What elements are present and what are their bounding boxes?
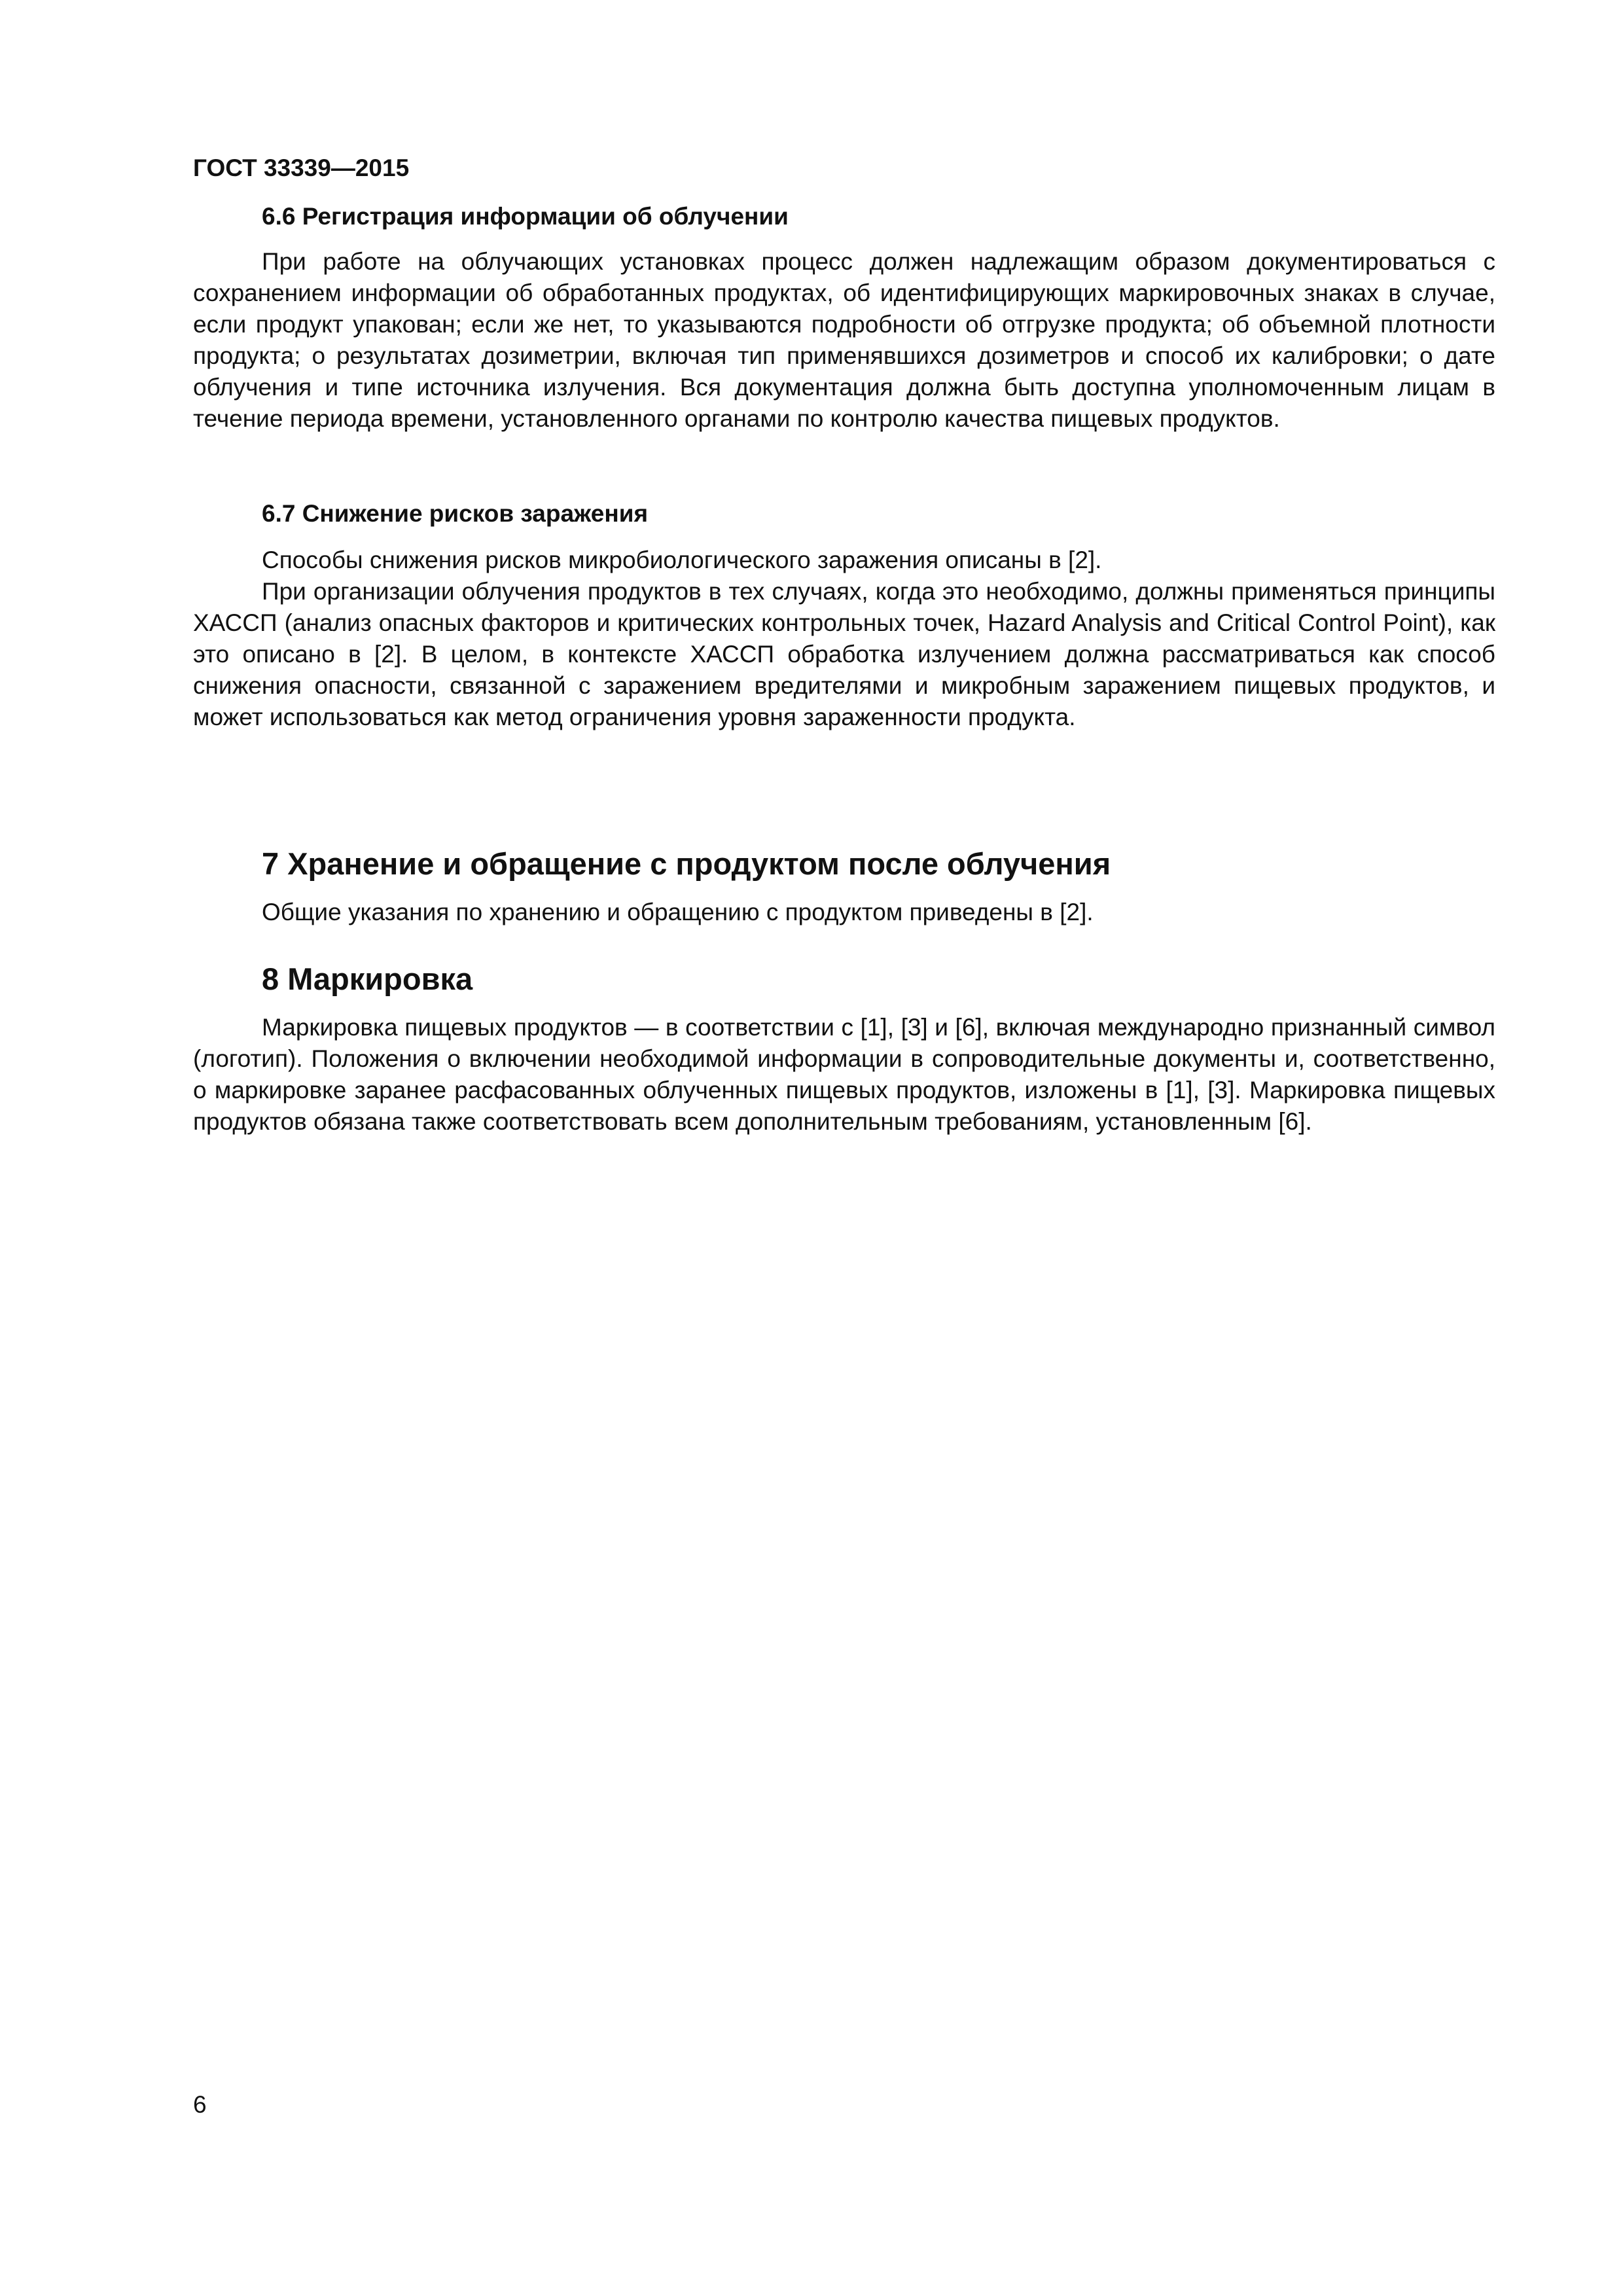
document-header: ГОСТ 33339—2015 bbox=[193, 154, 410, 181]
section-7-paragraph: Общие указания по хранению и обращению с продуктом приведены в [2]. bbox=[262, 899, 1094, 925]
section-8-paragraph: Маркировка пищевых продуктов — в соответствии с [1], [3] и [6], включая международно признанный символ (логотип). Положения о включении необходимой информации в сопроводительные документы и, соответственно, о маркировке заранее расфасованных облученных пищевых продуктов, изложены в [1], [3]. Маркировка пищевых продуктов обязана также соответствовать всем дополнительным требованиям, установленным [6]. bbox=[193, 1014, 1495, 1135]
section-6-7-paragraph-2: При организации облучения продуктов в тех случаях, когда это необходимо, должны применяться принципы ХАССП (анализ опасных факторов и критических контрольных точек, Hazard Analysis and Critical Control Point), как это описано в [2]. В целом, в контексте ХАССП обработка излучением должна рассматриваться как способ снижения опасности, связанной с заражением вредителями и микробным заражением пищевых продуктов, и может использоваться как метод ограничения уровня зараженности продукта. bbox=[193, 578, 1495, 730]
section-6-6-heading: 6.6 Регистрация информации об облучении bbox=[262, 203, 789, 230]
section-6-7-paragraph-1: Способы снижения рисков микробиологического заражения описаны в [2]. bbox=[262, 547, 1102, 573]
section-6-7-heading: 6.7 Снижение рисков заражения bbox=[262, 500, 649, 527]
section-7-heading: 7 Хранение и обращение с продуктом после облучения bbox=[262, 846, 1111, 881]
section-8-heading: 8 Маркировка bbox=[262, 961, 473, 996]
section-6-6-paragraph: При работе на облучающих установках процесс должен надлежащим образом документироваться с сохранением информации об обработанных продуктах, об идентифицирующих маркировочных знаках в случае, если продукт упакован; если же нет, то указываются подробности об отгрузке продукта; об объемной плотности продукта; о результатах дозиметрии, включая тип применявшихся дозиметров и способ их калибровки; о дате облучения и типе источника излучения. Вся документация должна быть доступна уполномоченным лицам в течение периода времени, установленного органами по контролю качества пищевых продуктов. bbox=[193, 248, 1495, 432]
page-number: 6 bbox=[193, 2091, 207, 2118]
